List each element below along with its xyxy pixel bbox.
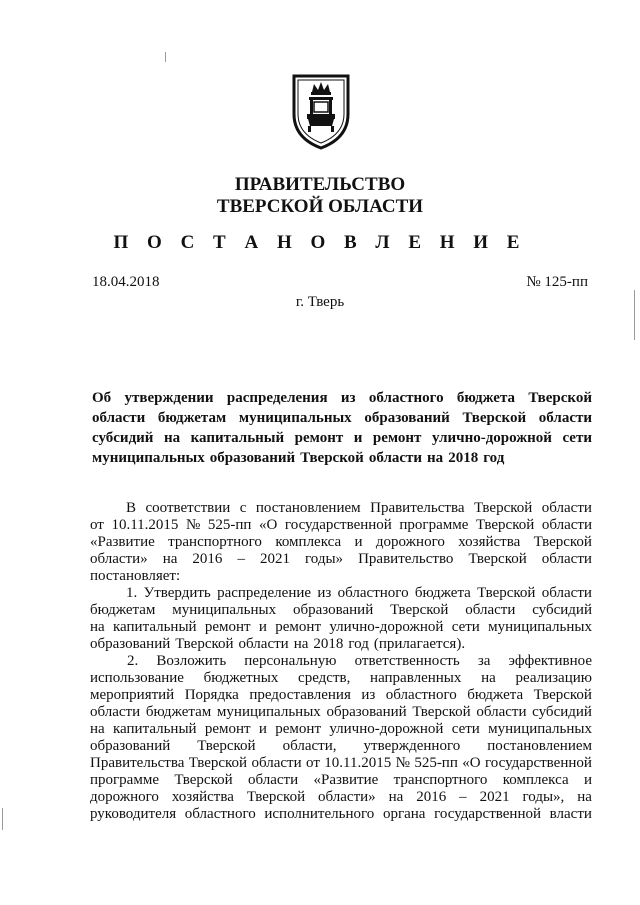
word: ремонт [372, 430, 422, 446]
word: области [541, 551, 592, 567]
word: эффективное [508, 653, 592, 669]
word: от [306, 755, 320, 771]
word: области [238, 636, 289, 652]
word: хозяйства [171, 789, 234, 805]
word: годы» [305, 551, 344, 567]
body-line [90, 670, 592, 687]
word: бюджета [414, 585, 471, 601]
word: руководителя [90, 806, 177, 822]
word: капитальный [113, 619, 197, 635]
word: Тверской [462, 410, 527, 426]
word: ремонт [275, 721, 321, 737]
word: бюджета [467, 687, 524, 703]
body-line [90, 653, 592, 670]
word: постановляет: [90, 568, 181, 584]
word: муниципальных [488, 619, 592, 635]
word: Тверской [528, 390, 592, 406]
word: от [90, 517, 104, 533]
word: государственной [284, 517, 392, 533]
word: бюджетам [157, 410, 227, 426]
word: 2. [127, 653, 139, 669]
word: и [583, 772, 592, 788]
body-line [90, 636, 592, 653]
document-type-heading: П О С Т А Н О В Л Е Н И Е [113, 232, 527, 253]
word: соответствии [145, 500, 231, 516]
word: 2018 [448, 450, 479, 466]
government-name-line-1: ПРАВИТЕЛЬСТВО [234, 174, 406, 195]
word: постановлением [487, 738, 592, 754]
coat-of-arms-icon [290, 70, 352, 150]
word: 2021 [479, 789, 510, 805]
word: 1. [126, 585, 138, 601]
word: бюджета [456, 390, 516, 406]
word: субсидий [532, 602, 592, 618]
word: областного [184, 806, 256, 822]
word: области» [318, 789, 376, 805]
word: государственной [434, 806, 541, 822]
word: утвержденного [363, 738, 461, 754]
word: Тверской [474, 500, 533, 516]
word: образований [364, 410, 450, 426]
title-line [92, 448, 592, 468]
word: ремонт [204, 619, 251, 635]
government-name-line-2: ТВЕРСКОЙ ОБЛАСТИ [216, 196, 424, 217]
word: «Развитие [313, 772, 379, 788]
word: «О [462, 755, 481, 771]
word: распределения [226, 390, 328, 406]
word: с [239, 500, 247, 516]
word: 2018 [313, 636, 344, 652]
word: исполнительного [264, 806, 375, 822]
word: улично-дорожной [431, 430, 552, 446]
body-line [90, 500, 592, 517]
word: улично-дорожной [329, 721, 444, 737]
word: власти [549, 806, 592, 822]
word: на [427, 450, 444, 466]
title-line [92, 428, 592, 448]
word: области [247, 772, 299, 788]
word: государственной [485, 755, 592, 771]
body-line [90, 585, 592, 602]
word: использование [90, 670, 184, 686]
word: области [538, 410, 592, 426]
word: образований [292, 602, 374, 618]
word: на [90, 721, 105, 737]
word: ремонт [294, 430, 344, 446]
document-city: г. Тверь [295, 294, 345, 310]
title-line [92, 408, 592, 428]
word: области [541, 517, 592, 533]
word: 2016 [192, 551, 223, 567]
word: области, [282, 738, 337, 754]
body-line [90, 687, 592, 704]
document-title [92, 388, 592, 468]
word: направленных [370, 670, 462, 686]
word: Тверской [475, 517, 535, 533]
word: – [237, 551, 245, 567]
word: распределение [217, 585, 312, 601]
body-line [90, 551, 592, 568]
word: образований [90, 738, 171, 754]
word: муниципальных [488, 721, 592, 737]
word: сети [451, 619, 480, 635]
word: 525-пп [414, 755, 458, 771]
word: Утвердить [143, 585, 211, 601]
word: «О [259, 517, 278, 533]
word: образований [326, 704, 407, 720]
body-line [90, 755, 592, 772]
word: субсидий [532, 704, 592, 720]
word: 2016 [416, 789, 447, 805]
word: и [353, 430, 363, 446]
word: субсидий [92, 430, 154, 446]
word: области [541, 500, 592, 516]
word: персональную [244, 653, 337, 669]
word: дорожного [90, 789, 159, 805]
word: Тверской [197, 738, 256, 754]
word: областного [368, 390, 444, 406]
word: Правительства [90, 755, 185, 771]
word: на [577, 789, 592, 805]
word: ответственность [354, 653, 460, 669]
word: сети [562, 430, 592, 446]
word: образований [209, 450, 296, 466]
word: утверждении [124, 390, 214, 406]
word: муниципальных [92, 450, 205, 466]
word: области» [90, 551, 148, 567]
word: В [126, 500, 137, 516]
word: капитальный [113, 721, 197, 737]
word: Правительства [370, 500, 465, 516]
word: из [317, 585, 332, 601]
word: программе [399, 517, 469, 533]
word: комплекса [275, 534, 342, 550]
body-line [90, 534, 592, 551]
word: области [251, 755, 302, 771]
document-body [90, 500, 592, 823]
word: Возложить [156, 653, 227, 669]
word: образований [90, 636, 171, 652]
word: годы», [522, 789, 565, 805]
word: области [476, 704, 527, 720]
word: областного [385, 687, 457, 703]
word: программе [90, 772, 159, 788]
word: области [368, 450, 423, 466]
word: на [90, 619, 105, 635]
word: и [354, 534, 363, 550]
body-line [90, 772, 592, 789]
word: улично-дорожной [329, 619, 444, 635]
word: – [459, 789, 467, 805]
word: Тверской [300, 450, 364, 466]
word: ремонт [275, 619, 321, 635]
word: капитальный [190, 430, 285, 446]
word: мероприятий [90, 687, 175, 703]
word: на [162, 551, 178, 567]
word: области [90, 704, 141, 720]
word: Тверской [477, 585, 536, 601]
word: на [293, 636, 309, 652]
word: муниципальных [172, 602, 277, 618]
word: № [395, 755, 410, 771]
word: предоставления [249, 687, 351, 703]
title-line [92, 388, 592, 408]
word: бюджетных [203, 670, 279, 686]
word: и [258, 619, 267, 635]
word: из [340, 390, 356, 406]
word: Тверской [468, 551, 527, 567]
document-number: № 125-пп [526, 274, 588, 290]
body-line [90, 789, 592, 806]
word: год [483, 450, 505, 466]
word: Тверской [246, 789, 306, 805]
word: за [477, 653, 491, 669]
word: на [388, 789, 404, 805]
word: Тверской [533, 687, 592, 703]
word: органа [382, 806, 426, 822]
word: 10.11.2015 [111, 517, 179, 533]
document-date: 18.04.2018 [92, 274, 160, 290]
word: муниципальных [238, 410, 352, 426]
word: на [481, 670, 496, 686]
word: Об [92, 390, 112, 406]
word: № [185, 517, 201, 533]
word: из [361, 687, 376, 703]
word: транспортного [393, 772, 488, 788]
word: постановлением [255, 500, 361, 516]
word: области [465, 602, 516, 618]
word: бюджетам [90, 602, 156, 618]
word: «Развитие [90, 534, 155, 550]
word: Тверской [175, 636, 234, 652]
body-line [90, 602, 592, 619]
scan-mark [165, 52, 166, 62]
word: Правительство [358, 551, 454, 567]
word: ремонт [204, 721, 251, 737]
word: и [258, 721, 267, 737]
word: 525-пп [207, 517, 252, 533]
body-line [90, 619, 592, 636]
word: Тверской [390, 602, 449, 618]
word: Тверской [412, 704, 471, 720]
body-line [90, 738, 592, 755]
word: транспортного [168, 534, 262, 550]
word: год [348, 636, 369, 652]
word: комплекса [502, 772, 569, 788]
word: Тверской [188, 755, 248, 771]
word: области [92, 410, 146, 426]
word: муниципальных [216, 704, 321, 720]
body-line [90, 517, 592, 534]
word: области [541, 585, 592, 601]
scan-mark [634, 290, 635, 340]
word: 10.11.2015 [324, 755, 392, 771]
body-line [90, 704, 592, 721]
word: 2021 [259, 551, 290, 567]
word: реализацию [515, 670, 592, 686]
body-line [90, 806, 592, 823]
word: бюджетам [145, 704, 212, 720]
word: Тверской [533, 534, 592, 550]
word: Тверской [174, 772, 233, 788]
word: сети [451, 721, 480, 737]
word: хозяйства [458, 534, 521, 550]
scan-mark [2, 808, 3, 830]
word: на [163, 430, 181, 446]
word: средств, [298, 670, 351, 686]
word: Порядка [184, 687, 239, 703]
body-line [90, 568, 592, 585]
word: (прилагается). [373, 636, 466, 652]
body-line [90, 721, 592, 738]
word: дорожного [375, 534, 445, 550]
word: областного [337, 585, 409, 601]
